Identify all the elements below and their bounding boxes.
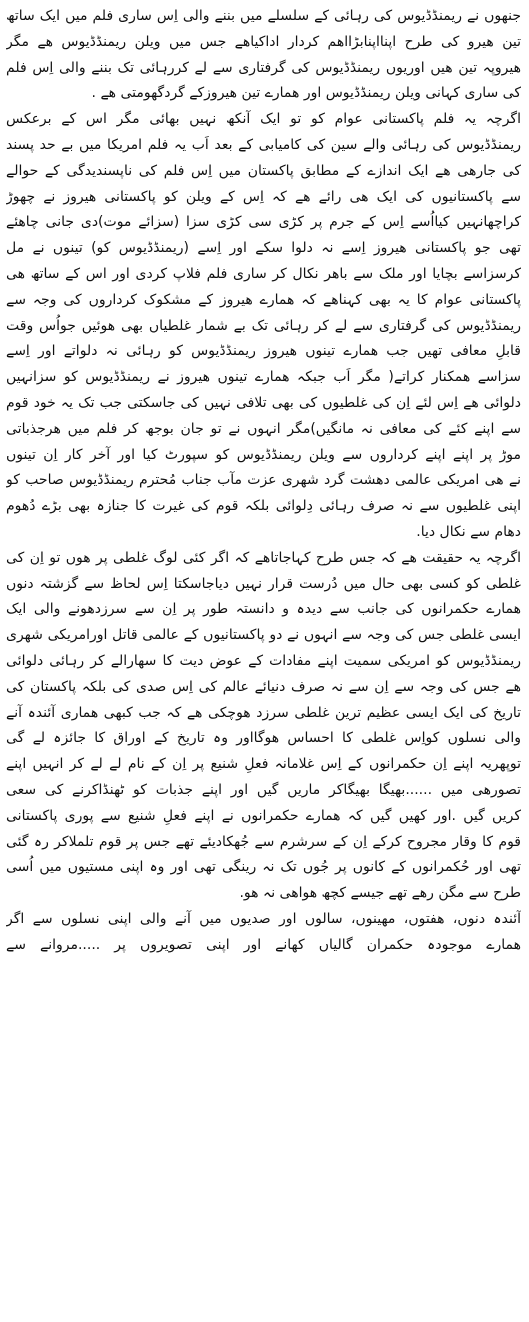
text-line: نے ھی امریکی عالمی دھشت گرد شھری عزت مآب جناب مُحترم ریمنڈڈیوس صاحب کو — [6, 472, 521, 489]
text-line: اپنی غلطیوں سے نہ صرف رہائی دِلوائی بلکہ قوم کی غیرت کا جنازہ بھی بڑے دُھوم — [6, 498, 521, 515]
text-line: ریمنڈڈیوس کی رہائی والے سین کی کامیابی کے بعد اَب یہ فلم امریکا میں بے حد پسند — [6, 136, 521, 153]
text-line: اگرچہ یہ حقیقت ھے کہ جس طرح کہاجاتاھے کہ اگر کئی لوگ غلطی پر ھوں تو اِن کی — [6, 549, 521, 566]
text-line: قوم کا وقار مجروح کرکے اِن کے سرشرم سے جُھکادیئے تھے جس پر قوم تلملاکر رہ گئی — [6, 833, 521, 850]
text-line: قابلِ معافی تھیں جب ھمارے تینوں ھیروز ریمنڈڈیوس کو رہائی نہ دلواتے اور اِسے — [6, 343, 521, 360]
text-line: جنھوں نے ریمنڈڈیوس کی رہائی کے سلسلے میں بننے والی اِس ساری فلم میں ایک ساتھ — [6, 8, 521, 24]
text-line: غلطی کو کسی بھی حال میں دُرست قرار نہیں دیاجاسکتا اِس لحاظ سے گزشتہ دنوں — [6, 575, 521, 592]
paragraph-1 — [6, 4, 521, 107]
text-line: کی جارھی ھے ایک اندازے کے مطابق پاکستان میں اِس فلم کی ناپسندیدگی کے حوالے — [6, 162, 521, 179]
text-line: تصورھی میں ......بھیگا بھیگاکر ماریں گیں اور اپنے جذبات کو ٹھنڈاکرنے کی سعی — [6, 781, 521, 798]
text-line: اگرچہ یہ فلم پاکستانی عوام کو تو ایک آنکھ نہیں بھائی مگر اس کے برعکس — [6, 111, 521, 128]
text-line: دلوائی ھے اِس لئے اِن کی غلطیوں کی بھی تلافی نہیں کی جاسکتی جب تک یہ خود قوم — [6, 394, 521, 411]
text-line: تاریخ کی ایک ایسی عظیم ترین غلطی سرزد ھوچکی ھے کہ جب کبھی ھماری آئندہ آنے — [6, 704, 521, 721]
text-line: تین ھیرو کی طرح اپنااپنابڑااھم کردار اداکیاھے جس میں ویلن ریمنڈڈیوس ھے مگر — [6, 33, 521, 50]
text-line: ھمارے موجودہ حکمران گالیاں کھانے اور اپنی تصویروں پر .....مروانے سے — [6, 936, 521, 953]
text-line: ھے جس کی وجہ سے اِن سے نہ صرف دنیائے عالم کی اِس صدی کی بلکہ پاکستان کی — [6, 678, 521, 695]
paragraph-2 — [6, 107, 521, 546]
text-line: کی ساری کہانی ویلن ریمنڈڈیوس اور ھمارے تین ھیروزکے گردگھومتی ھے . — [91, 85, 521, 102]
text-line: کریں گیں .اور کھیں گیں کہ ھمارے حکمرانوں نے اپنے فعلِ شنیع سے پوری پاکستانی — [6, 807, 521, 824]
text-line: والی نسلوں کواِس غلطی کا احساس ھوگااور وہ تاریخ کے اوراق کا جائزہ لے گی — [6, 730, 521, 747]
text-line: موڑ پر اپنے اپنے کرداروں سے ویلن ریمنڈڈیوس کو سپورٹ کیا اور آخر کار اِن تینوں — [6, 446, 521, 463]
text-line: ایسی غلطی جس کی وجہ سے انہوں نے دو پاکستانیوں کے عالمی قاتل اورامریکی شھری — [6, 627, 521, 644]
text-line: سے پاکستانیوں کی ایک ھی رائے ھے کہ اِس کے ویلن کو پاکستانی ھیروز نے چھوڑ — [6, 188, 521, 205]
text-line: تھی اور حُکمرانوں کے کانوں پر جُوں تک نہ رینگی تھی اور وہ اپنی مستیوں میں اُسی — [6, 859, 521, 876]
text-line: ھیروپہ تین ھیں اوریوں ریمنڈڈیوس کی گرفتاری سے لے کررہائی تک بننے والی اِس فلم — [6, 59, 521, 76]
text-line: توپھریہ اپنے اِن حکمرانوں کے اِس غلامانہ فعلِ شنیع پر اِن کے نام لے لے کر انہیں اپنے — [6, 756, 521, 773]
text-line: تھی جو پاکستانی ھیروز اِسے نہ دلوا سکے اور اِسے (ریمنڈڈیوس کو) تینوں نے مل — [6, 240, 521, 257]
text-line: کرسزاسے بچایا اور ملک سے باھر نکال کر ساری فلم فلاپ کردی اور اس کے ساتھ ھی — [6, 265, 521, 282]
text-line: سے اپنے کئے کی معافی نہ مانگیں)مگر انہوں نے تو جان بوجھ کر فلم میں ھرجذباتی — [6, 420, 521, 437]
text-line: طرح سے مگن رھے تھے جیسے کچھ ھواھی نہ ھو. — [239, 885, 521, 902]
paragraph-3 — [6, 546, 521, 907]
text-line: سزاسے ھمکنار کراتے( مگر اَب جبکہ ھمارے تینوں ھیروز نے ریمنڈڈیوس کو سزانہیں — [6, 369, 521, 386]
text-line: پاکستانی عوام کا یہ بھی کہناھے کہ ھمارے ھیروز کے مشکوک کرداروں کی وجہ سے — [6, 291, 521, 308]
text-line: ریمنڈڈیوس کی گرفتاری سے لے کر رہائی تک بے شمار غلطیاں بھی ھوئیں جواُس وقت — [6, 317, 521, 334]
text-line: ریمنڈڈیوس کو امریکی سمیت اپنے مفادات کے عوض دیت کا سھارالے کر رہائی دلوائی — [6, 652, 521, 669]
text-line: کراچھانہیں کیااُسے اِس کے جرم پر کڑی سی کڑی سزا (سزائے موت)دی جانی چاھئے — [6, 214, 521, 231]
text-line: آئندہ دنوں، ھفتوں، مھینوں، سالوں اور صدیوں میں آنے والی اپنی نسلوں سے اگر — [6, 910, 521, 927]
text-line: ھمارے حکمرانوں کی جانب سے دیدہ و دانستہ طور پر اِن سے سرزدھونے والی ایک — [6, 601, 521, 618]
text-line: دھام سے نکال دیا. — [416, 523, 521, 540]
paragraph-4 — [6, 907, 521, 959]
